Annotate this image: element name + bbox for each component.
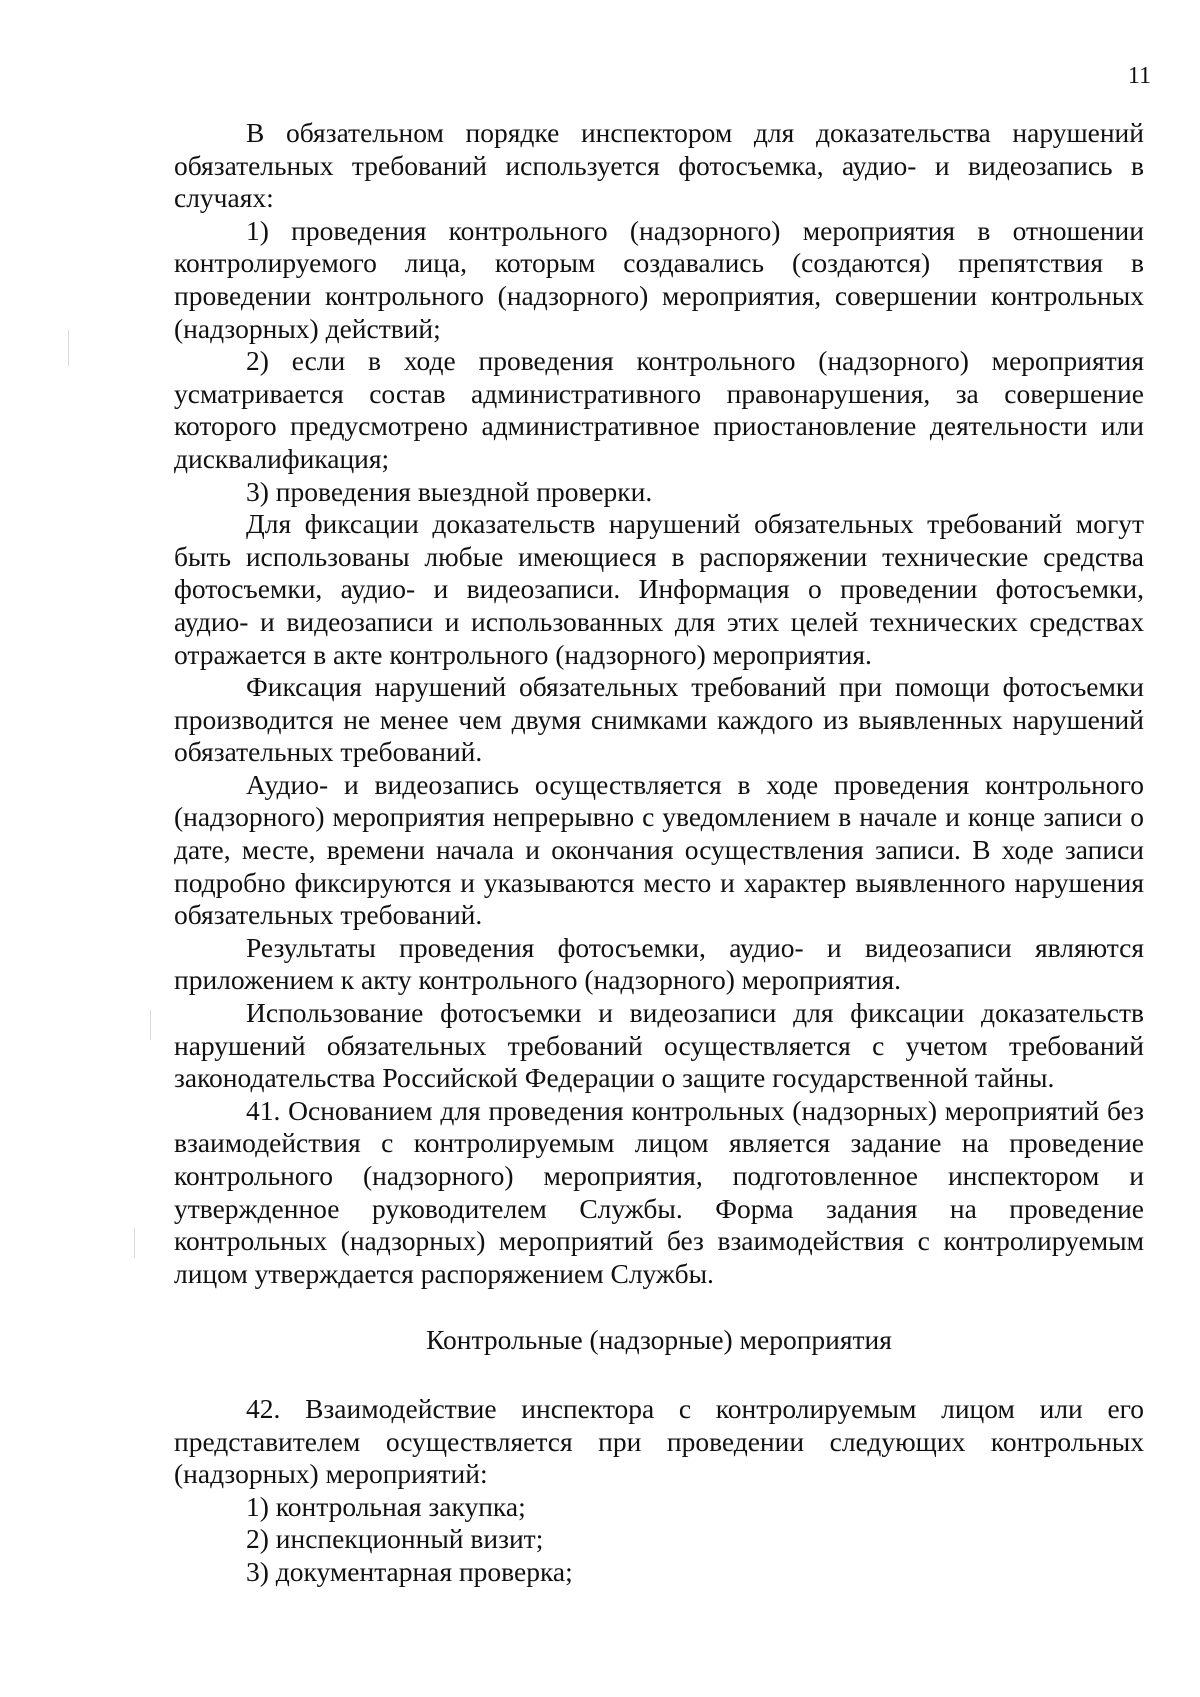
document-body [174,117,1144,1589]
list-item: 3) документарная проверка; [246,1555,573,1587]
paragraph-42: 42. Взаимодействие инспектора с контролируемым лицом или его представителем осуществляется при проведении следующих контрольных (надзорных) мероприятий: [174,1392,1144,1490]
paragraph-state-secret: Использование фотосъемки и видеозаписи для фиксации доказательств нарушений обязательных требований осуществляется с учетом требований законодательства Российской Федерации о защите государственной тайны. [174,997,1144,1094]
list-item: 2) инспекционный визит; [246,1523,544,1555]
paragraph-technical-means: Для фиксации доказательств нарушений обязательных требований могут быть использованы любые имеющиеся в распоряжении технические средства фотосъемки, аудио- и видеозаписи. Информация о проведении фотосъемки, аудио- и видеозаписи и использованных для этих целей технических средствах отражается в акте контрольного (надзорного) мероприятия. [174,508,1144,670]
scan-artifact-line [134,1228,135,1258]
scan-artifact-line [68,330,69,366]
page-number: 11 [1127,63,1151,89]
paragraph-audio-video: Аудио- и видеозапись осуществляется в ходе проведения контрольного (надзорного) мероприятия непрерывно с уведомлением в начале и конце записи о дате, месте, времени начала и окончания осуществления записи. В ходе записи подробно фиксируются и указываются место и характер выявленного нарушения обязательных требований. [174,768,1144,931]
section-heading: Контрольные (надзорные) мероприятия [426,1324,892,1356]
paragraph-results: Результаты проведения фотосъемки, аудио- и видеозаписи являются приложением к акту контрольного (надзорного) мероприятия. [174,931,1144,996]
paragraph-photo-fixation: Фиксация нарушений обязательных требований при помощи фотосъемки производится не менее чем двумя снимками каждого из выявленных нарушений обязательных требований. [174,671,1144,768]
paragraph-case-2: 2) если в ходе проведения контрольного (надзорного) мероприятия усматривается состав административного правонарушения, за совершение которого предусмотрено административное приостановление деятельности или дисквалификация; [174,345,1144,474]
paragraph-41: 41. Основанием для проведения контрольных (надзорных) мероприятий без взаимодействия с контролируемым лицом является задание на проведение контрольного (надзорного) мероприятия, подготовленное инспектором и утвержденное руководителем Службы. Форма задания на проведение контрольных (надзорных) мероприятий без взаимодействия с контролируемым лицом утверждается распоряжением Службы. [174,1094,1144,1289]
paragraph-case-1: 1) проведения контрольного (надзорного) мероприятия в отношении контролируемого лица, которым создавались (создаются) препятствия в проведении контрольного (надзорного) мероприятия, совершении контрольных (надзорных) действий; [174,214,1144,344]
paragraph-case-3: 3) проведения выездной проверки. [246,475,653,507]
paragraph-evidence-recording: В обязательном порядке инспектором для доказательства нарушений обязательных требований используется фотосъемка, аудио- и видеозапись в случаях: [174,117,1144,214]
scan-artifact-line [150,1010,151,1040]
list-item: 1) контрольная закупка; [246,1490,526,1522]
